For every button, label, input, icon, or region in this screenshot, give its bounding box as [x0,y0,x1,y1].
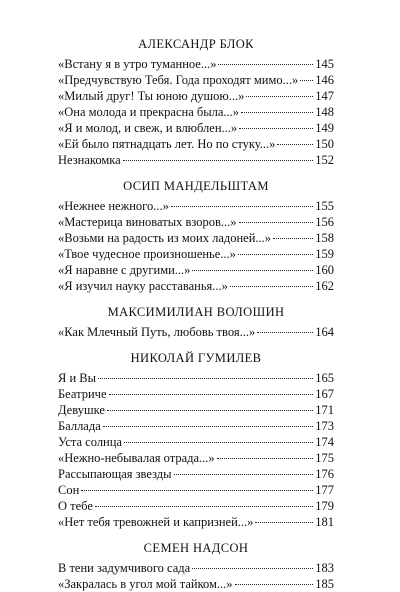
dot-leader [246,96,313,97]
poem-title: В тени задумчивого сада [58,561,191,575]
author-heading: НИКОЛАЙ ГУМИЛЕВ [130,351,262,365]
poem-title: Я и Вы [58,371,97,385]
toc-entry [58,434,334,450]
toc-entry [58,56,334,72]
toc-entry [58,514,334,530]
table-of-contents [58,36,334,592]
dot-leader [192,568,313,569]
poem-title: «Как Млечный Путь, любовь твоя...» [58,325,256,339]
page-number: 159 [315,247,334,261]
poem-title: Девушке [58,403,105,417]
poem-title: «Нежно-небывалая отрада...» [58,451,215,465]
page-number: 174 [315,435,334,449]
toc-entry [58,136,334,152]
dot-leader [174,474,314,475]
dot-leader [124,442,313,443]
page-number: 162 [315,279,334,293]
poem-title: О тебе [58,499,93,513]
toc-entry [58,386,334,402]
toc-entry [58,278,334,294]
poem-title: «Она молода и прекрасна была...» [58,105,240,119]
dot-leader [192,270,313,271]
author-heading: ОСИП МАНДЕЛЬШТАМ [123,179,269,193]
poem-title: Беатриче [58,387,107,401]
toc-entry [58,104,334,120]
dot-leader [235,584,314,585]
dot-leader [98,378,313,379]
dot-leader [103,426,313,427]
dot-leader [241,112,313,113]
toc-section [58,36,334,168]
toc-entry [58,88,334,104]
page-number: 155 [315,199,334,213]
poem-title: «Возьми на радость из моих ладоней...» [58,231,272,245]
page-number: 147 [315,89,334,103]
page-number: 176 [315,467,334,481]
dot-leader [273,238,313,239]
page-number: 179 [315,499,334,513]
page-number: 185 [315,577,334,591]
toc-entry [58,560,334,576]
poem-title: «Закралась в угол мой тайком...» [58,577,233,591]
dot-leader [238,254,313,255]
poem-title: «Предчувствую Тебя. Года проходят мимо...» [58,73,299,87]
page-number: 177 [315,483,334,497]
page-number: 164 [315,325,334,339]
page-number: 167 [315,387,334,401]
page-number: 156 [315,215,334,229]
poem-title: «Нежнее нежного...» [58,199,169,213]
poem-title: Рассыпающая звезды [58,467,172,481]
toc-entry [58,262,334,278]
poem-title: «Я наравне с другими...» [58,263,191,277]
poem-title: «Милый друг! Ты юною душою...» [58,89,245,103]
dot-leader [81,490,313,491]
poem-title: Сон [58,483,80,497]
dot-leader [239,128,313,129]
author-heading: АЛЕКСАНДР БЛОК [138,37,254,51]
dot-leader [239,222,314,223]
poem-title: «Я и молод, и свеж, и влюблен...» [58,121,238,135]
toc-section [58,350,334,530]
poem-title: Уста солнца [58,435,122,449]
toc-entry [58,482,334,498]
poem-title: «Твое чудесное произношенье...» [58,247,236,261]
toc-section [58,178,334,294]
poem-title: Незнакомка [58,153,121,167]
page-number: 152 [315,153,334,167]
toc-entry [58,576,334,592]
poem-title: «Мастерица виноватых взоров...» [58,215,237,229]
page-number: 181 [315,515,334,529]
dot-leader [277,144,313,145]
toc-entry [58,72,334,88]
toc-entry [58,402,334,418]
author-heading: МАКСИМИЛИАН ВОЛОШИН [107,305,285,319]
toc-section [58,304,334,340]
dot-leader [171,206,313,207]
page-number: 175 [315,451,334,465]
dot-leader [107,410,313,411]
toc-entry [58,198,334,214]
page-number: 148 [315,105,334,119]
poem-title: Баллада [58,419,101,433]
toc-entry [58,246,334,262]
toc-entry [58,418,334,434]
toc-entry [58,120,334,136]
toc-entry [58,450,334,466]
toc-entry [58,152,334,168]
author-heading: СЕМЕН НАДСОН [143,541,249,555]
page-number: 183 [315,561,334,575]
page-number: 149 [315,121,334,135]
toc-section [58,540,334,592]
toc-entry [58,324,334,340]
dot-leader [230,286,313,287]
page-number: 165 [315,371,334,385]
poem-title: «Я изучил науку расставанья...» [58,279,228,293]
page-number: 158 [315,231,334,245]
toc-entry [58,498,334,514]
toc-entry [58,370,334,386]
dot-leader [109,394,314,395]
dot-leader [123,160,314,161]
page-number: 171 [315,403,334,417]
dot-leader [217,458,314,459]
dot-leader [95,506,313,507]
toc-entry [58,466,334,482]
page-number: 146 [315,73,334,87]
toc-entry [58,214,334,230]
page-number: 145 [315,57,334,71]
poem-title: «Нет тебя тревожней и капризней...» [58,515,254,529]
page-number: 173 [315,419,334,433]
dot-leader [218,64,313,65]
page-number: 150 [315,137,334,151]
poem-title: «Встану я в утро туманное...» [58,57,217,71]
page-number: 160 [315,263,334,277]
dot-leader [255,522,313,523]
dot-leader [257,332,313,333]
poem-title: «Ей было пятнадцать лет. Но по стуку...» [58,137,276,151]
toc-entry [58,230,334,246]
dot-leader [300,80,313,81]
